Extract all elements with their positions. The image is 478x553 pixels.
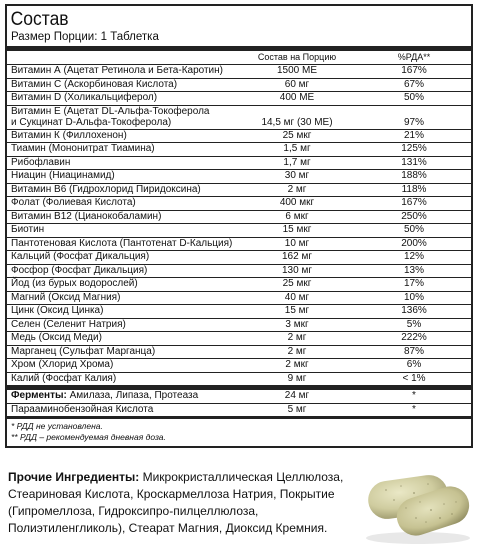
enzymes-name: Амилаза, Липаза, Протеаза [69, 390, 199, 401]
table-row [7, 130, 471, 144]
nutrient-name: Пантотеновая Кислота (Пантотенат D-Кальция) [11, 237, 233, 249]
table-row [7, 197, 471, 211]
nutrient-dv: 222% [401, 332, 427, 343]
table-row [7, 305, 471, 319]
paba-name: Парааминобензойная Кислота [11, 403, 154, 415]
nutrient-amount: 15 мг [284, 305, 310, 316]
nutrient-dv: 97% [403, 117, 424, 128]
paba-dv: * [412, 403, 416, 415]
table-row [7, 106, 471, 130]
paba-row [7, 404, 471, 417]
nutrient-amount: 25 мкг [282, 129, 312, 141]
nutrient-dv: 200% [401, 237, 427, 249]
table-row [7, 211, 471, 225]
table-row [7, 251, 471, 265]
nutrient-dv: 6% [406, 359, 422, 370]
nutrient-dv: 5% [406, 318, 422, 330]
nutrient-dv: 17% [403, 278, 424, 289]
nutrient-amount: 130 мг [282, 264, 312, 276]
nutrient-dv: < 1% [402, 372, 426, 384]
nutrient-name: Витамин С (Аскорбиновая Кислота) [11, 78, 178, 90]
nutrient-dv: 50% [403, 92, 424, 103]
table-row [7, 278, 471, 292]
nutrient-dv: 87% [403, 345, 424, 357]
ingredients-label: Прочие Ингредиенты: [8, 470, 140, 484]
nutrient-name: Витамин В12 (Цианокобаламин) [11, 210, 162, 222]
footnote-2: ** РДД – рекомендуемая дневная доза. [11, 432, 166, 442]
enzymes-row [7, 388, 471, 404]
nutrient-dv: 131% [401, 156, 427, 168]
nutrient-dv: 188% [401, 170, 427, 181]
nutrient-name: Калий (Фосфат Калия) [11, 372, 117, 384]
nutrient-amount: 60 мг [284, 78, 310, 90]
table-row [7, 184, 471, 198]
table-row [7, 319, 471, 333]
paba-amount: 5 мг [287, 403, 307, 415]
nutrient-amount: 10 мг [284, 237, 310, 249]
nutrient-amount: 30 мг [284, 170, 310, 181]
table-row [7, 359, 471, 373]
table-row [7, 346, 471, 360]
nutrient-dv: 10% [403, 291, 424, 303]
nutrient-amount: 1,7 мг [283, 156, 311, 168]
enzymes-amount: 24 мг [284, 390, 310, 401]
table-row [7, 238, 471, 252]
panel-title: Состав [10, 9, 69, 30]
nutrient-dv: 12% [403, 251, 424, 262]
nutrient-amount: 40 мг [284, 291, 310, 303]
nutrient-name: Рибофлавин [11, 156, 71, 168]
nutrient-name: Фолат (Фолиевая Кислота) [11, 197, 136, 208]
table-row [7, 373, 471, 389]
nutrient-dv: 167% [401, 197, 427, 208]
nutrient-amount: 9 мг [287, 372, 307, 384]
nutrient-name: Витамин D (Холикальциферол) [11, 92, 158, 103]
nutrient-name: Марганец (Сульфат Марганца) [11, 345, 156, 357]
nutrient-amount: 2 мкг [285, 359, 309, 370]
nutrient-name: Витамин А (Ацетат Ретинола и Бета-Каротин) [11, 65, 223, 76]
table-row [7, 143, 471, 157]
ingredients-text: Микрокристаллическая Целлюлоза, Стеариновая Кислота, Кроскармеллоза Натрия, Покрытие (Гипромеллоза, Гидроксипро-пилцеллюлоза, Полиэтиленгликоль), Стеарат Магния, Диоксид Кремния. [8, 470, 344, 535]
nutrient-dv: 50% [403, 224, 424, 235]
table-row [7, 170, 471, 184]
nutrient-amount: 14,5 мг (30 МЕ) [261, 117, 333, 128]
nutrient-amount: 2 мг [287, 183, 307, 195]
nutrient-amount: 2 мг [287, 345, 307, 357]
table-header [7, 51, 471, 65]
table-row [7, 265, 471, 279]
table-row [7, 332, 471, 346]
nutrient-amount: 3 мкг [285, 318, 309, 330]
nutrient-name: Селен (Селенит Натрия) [11, 318, 126, 330]
nutrient-name: Тиамин (Мононитрат Тиамина) [11, 143, 155, 154]
nutrient-amount: 6 мкг [285, 210, 309, 222]
nutrient-name: Витамин К (Филлохенон) [11, 129, 127, 141]
nutrient-dv: 67% [403, 78, 424, 90]
other-ingredients [8, 469, 348, 537]
nutrient-name: Медь (Оксид Меди) [11, 332, 102, 343]
nutrient-dv: 125% [401, 143, 427, 154]
nutrient-name: Витамин Е (Ацетат DL-Альфа-Токоферола и Сукцинат D-Альфа-Токоферола) [11, 105, 210, 128]
serving-size: Размер Порции: 1 Таблетка [7, 30, 471, 51]
supplement-facts-panel [5, 4, 473, 448]
nutrient-dv: 167% [401, 65, 427, 76]
tablets-illustration [356, 458, 476, 548]
table-row [7, 224, 471, 238]
nutrient-name: Фосфор (Фосфат Дикальция) [11, 264, 148, 276]
nutrient-amount: 400 мкг [279, 197, 315, 208]
table-row [7, 292, 471, 306]
nutrient-name: Витамин В6 (Гидрохлорид Пиридоксина) [11, 183, 201, 195]
nutrient-name: Цинк (Оксид Цинка) [11, 305, 104, 316]
nutrient-dv: 118% [401, 183, 427, 195]
nutrient-name: Хром (Хлорид Хрома) [11, 359, 114, 370]
nutrient-name: Биотин [11, 224, 45, 235]
enzymes-dv: * [412, 390, 416, 401]
enzymes-label: Ферменты: [11, 390, 67, 401]
nutrient-amount: 2 мг [287, 332, 307, 343]
table-row [7, 92, 471, 106]
nutrient-dv: 136% [401, 305, 427, 316]
nutrient-amount: 162 мг [282, 251, 312, 262]
dv-header: %РДА** [397, 52, 431, 62]
tablets-image [356, 458, 476, 548]
nutrient-name: Ниацин (Ниацинамид) [11, 170, 115, 181]
amount-header: Состав на Порцию [257, 52, 337, 62]
nutrient-name: Йод (из бурых водорослей) [11, 278, 138, 289]
nutrient-name: Кальций (Фосфат Дикальция) [11, 251, 150, 262]
nutrient-amount: 15 мкг [282, 224, 312, 235]
nutrient-amount: 1500 МЕ [276, 65, 318, 76]
nutrient-amount: 25 мкг [282, 278, 312, 289]
footnotes [7, 416, 471, 446]
table-row [7, 79, 471, 93]
table-row [7, 157, 471, 171]
footnote-1: * РДД не установлена. [11, 421, 103, 431]
table-row [7, 65, 471, 79]
nutrient-name: Магний (Оксид Магния) [11, 291, 121, 303]
nutrient-dv: 21% [403, 129, 424, 141]
nutrient-amount: 1,5 мг [283, 143, 311, 154]
nutrient-dv: 13% [403, 264, 424, 276]
nutrient-amount: 400 МЕ [279, 92, 315, 103]
nutrient-rows [7, 65, 471, 388]
nutrient-dv: 250% [401, 210, 427, 222]
